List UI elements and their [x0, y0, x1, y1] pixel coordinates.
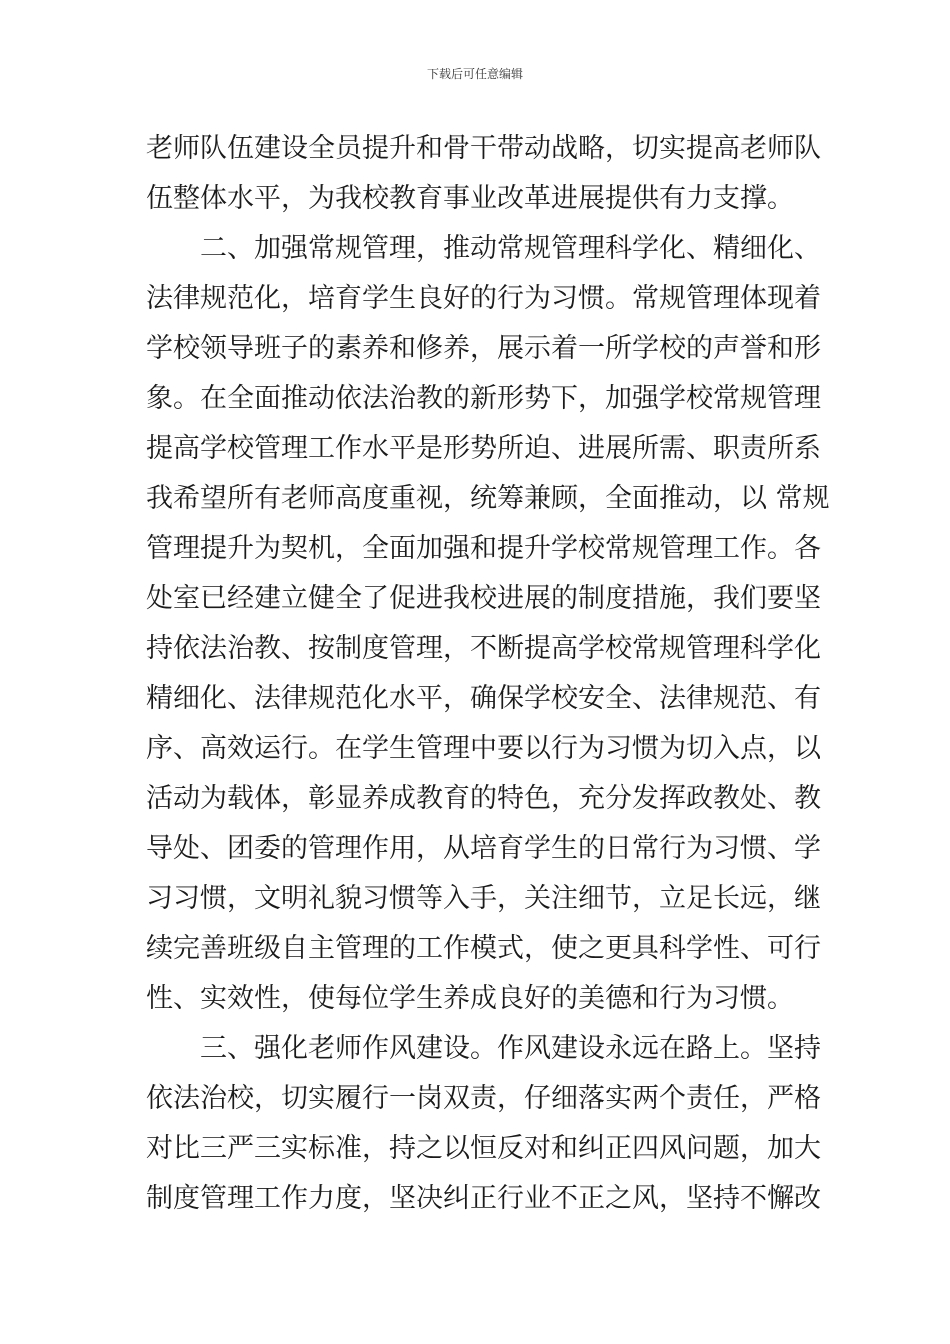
text-line: 伍整体水平，为我校教育事业改革进展提供有力支撑。: [146, 183, 794, 214]
text-line: 持依法治教、按制度管理，不断提高学校常规管理科学化: [146, 633, 821, 664]
text-line: 对比三严三实标准，持之以恒反对和纠正四风问题，加大: [146, 1133, 821, 1164]
text-line: 二、加强常规管理，推动常规管理科学化、精细化、: [200, 233, 821, 264]
text-line: 精细化、法律规范化水平，确保学校安全、法律规范、有: [146, 683, 821, 714]
text-line: 处室已经建立健全了促进我校进展的制度措施，我们要坚: [146, 583, 821, 614]
text-line: 制度管理工作力度，坚决纠正行业不正之风，坚持不懈改: [146, 1183, 821, 1214]
text-line: 提高学校管理工作水平是形势所迫、进展所需、职责所系: [146, 433, 821, 464]
text-line: 序、高效运行。在学生管理中要以行为习惯为切入点，以: [146, 733, 821, 764]
text-line: 法律规范化，培育学生良好的行为习惯。常规管理体现着: [146, 283, 821, 314]
page-header: 下载后可任意编辑: [426, 67, 523, 81]
text-line: 活动为载体，彰显养成教育的特色，充分发挥政教处、教: [146, 783, 821, 814]
text-line: 性、实效性，使每位学生养成良好的美德和行为习惯。: [146, 983, 794, 1014]
text-line: 象。在全面推动依法治教的新形势下，加强学校常规管理: [146, 383, 821, 414]
text-line: 管理提升为契机，全面加强和提升学校常规管理工作。各: [146, 533, 821, 564]
text-line: 导处、团委的管理作用，从培育学生的日常行为习惯、学: [146, 833, 821, 864]
text-line: 依法治校，切实履行一岗双责，仔细落实两个责任，严格: [146, 1083, 821, 1114]
text-line: 老师队伍建设全员提升和骨干带动战略，切实提高老师队: [146, 133, 821, 164]
text-line: 我希望所有老师高度重视，统筹兼顾，全面推动，以 常规: [146, 483, 830, 514]
text-line: 习习惯，文明礼貌习惯等入手，关注细节，立足长远，继: [146, 883, 821, 914]
text-line: 续完善班级自主管理的工作模式，使之更具科学性、可行: [146, 933, 821, 964]
text-line: 三、强化老师作风建设。作风建设永远在路上。坚持: [200, 1033, 821, 1064]
text-line: 学校领导班子的素养和修养，展示着一所学校的声誉和形: [146, 333, 821, 364]
document-body: [146, 124, 830, 1224]
